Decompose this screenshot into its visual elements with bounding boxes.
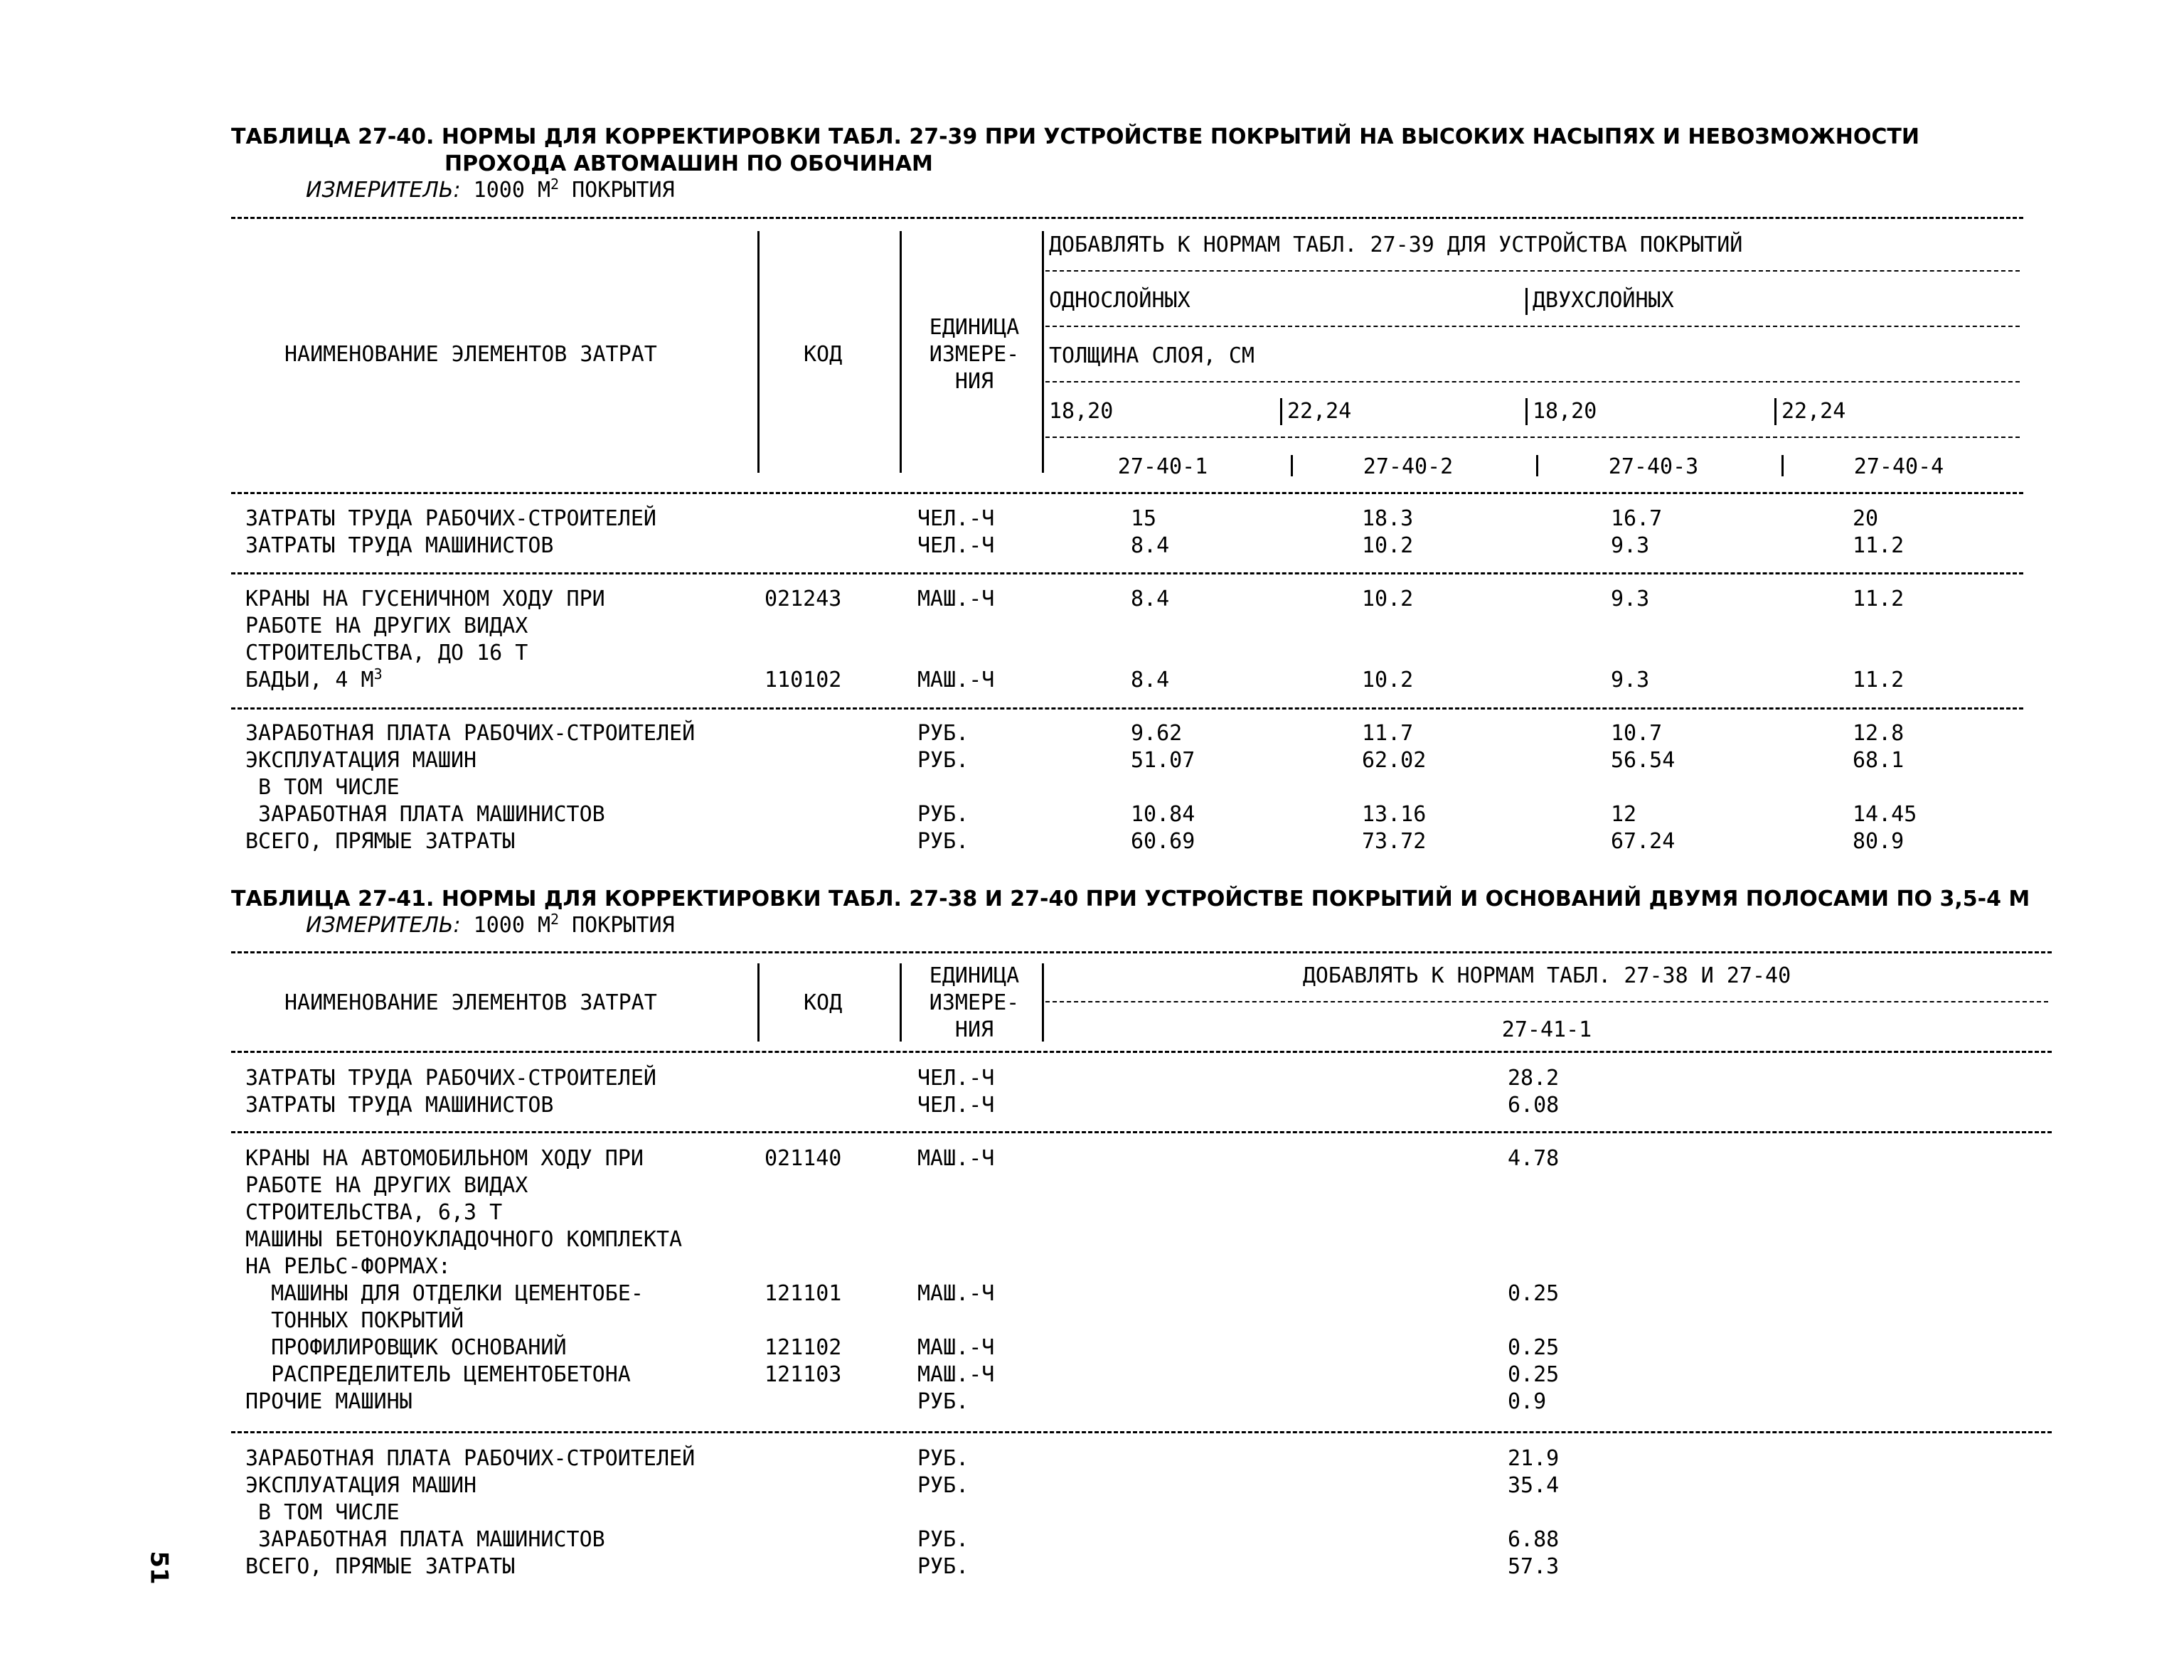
table-row-name: ЗАТРАТЫ ТРУДА МАШИНИСТОВ (245, 1093, 554, 1118)
table-row-value: 68.1 (1853, 748, 1905, 773)
table-row-value: 11.2 (1853, 533, 1905, 558)
table1-header-unit-l1: ЕДИНИЦА (929, 315, 1020, 340)
table-row-value: 0.25 (1508, 1335, 1560, 1360)
table2-measure (306, 911, 675, 938)
table2-header-unit-l2: ИЗМЕРЕ- (929, 990, 1020, 1015)
page-number: 51 (144, 1551, 174, 1585)
table1-section-rule2 (231, 707, 2023, 710)
table-row-code: 110102 (765, 668, 842, 692)
table-row-code: 121101 (765, 1281, 842, 1306)
table-row-value: 56.54 (1611, 748, 1676, 773)
table-row-unit: МАШ.-Ч (917, 1335, 995, 1360)
table-row-name: КРАНЫ НА ГУСЕНИЧНОМ ХОДУ ПРИ (245, 587, 605, 611)
table1-measure (306, 176, 675, 203)
table-row-value: 18.3 (1362, 506, 1414, 531)
table2-vline-code (900, 963, 902, 1042)
table-row-unit: РУБ. (917, 1527, 969, 1552)
table1-title-line1: ТАБЛИЦА 27-40. НОРМЫ ДЛЯ КОРРЕКТИРОВКИ ТАБЛ. 27-39 ПРИ УСТРОЙСТВЕ ПОКРЫТИЙ НА ВЫСОКИХ НАСЫПЯХ И НЕВОЗМОЖНОСТИ (231, 124, 1919, 149)
table1-thk-3: 18,20 (1533, 399, 1597, 424)
table1-thk-1: 18,20 (1049, 399, 1114, 424)
table-row-value: 0.25 (1508, 1281, 1560, 1306)
measure-unit: ПОКРЫТИЯ (572, 178, 675, 203)
table-row-unit: РУБ. (917, 1446, 969, 1471)
table2-header-rule (1045, 1001, 2048, 1002)
table1-vline-thk3 (1525, 398, 1528, 425)
table1-header-add: ДОБАВЛЯТЬ К НОРМАМ ТАБЛ. 27-39 ДЛЯ УСТРОЙСТВА ПОКРЫТИЙ (1049, 232, 1743, 257)
table-row-name: СТРОИТЕЛЬСТВА, 6,3 Т (245, 1200, 503, 1225)
table2-header-code: КОД (804, 990, 843, 1015)
table-row-value: 10.2 (1362, 533, 1414, 558)
table-row-unit: РУБ. (917, 721, 969, 746)
table1-thk-2: 22,24 (1287, 399, 1352, 424)
table-row-value: 9.3 (1611, 668, 1650, 692)
table2-header-unit-l1: ЕДИНИЦА (929, 963, 1020, 988)
table-row-name: МАШИНЫ ДЛЯ ОТДЕЛКИ ЦЕМЕНТОБЕ- (245, 1281, 644, 1306)
table-row-name: ЗАРАБОТНАЯ ПЛАТА МАШИНИСТОВ (245, 1527, 605, 1552)
table-row-value: 10.7 (1611, 721, 1663, 746)
table-row-name: ПРОЧИЕ МАШИНЫ (245, 1389, 412, 1414)
table-row-name: ВСЕГО, ПРЯМЫЕ ЗАТРАТЫ (245, 1554, 516, 1579)
table1-header-rule4 (1045, 437, 2020, 438)
table-row-value: 9.3 (1611, 533, 1650, 558)
table2-vline-unit (1042, 963, 1044, 1042)
table-row-unit: МАШ.-Ч (917, 587, 995, 611)
table-row-name: РАБОТЕ НА ДРУГИХ ВИДАХ (245, 1173, 528, 1198)
table-row-value: 9.3 (1611, 587, 1650, 611)
table-row-value: 57.3 (1508, 1554, 1560, 1579)
table2-header-add: ДОБАВЛЯТЬ К НОРМАМ ТАБЛ. 27-38 И 27-40 (1302, 963, 1791, 988)
table-row-value: 10.2 (1362, 587, 1414, 611)
table1-header-single: ОДНОСЛОЙНЫХ (1049, 288, 1190, 313)
measure-sup: 2 (550, 911, 560, 928)
table1-header-thickness: ТОЛЩИНА СЛОЯ, СМ (1049, 343, 1255, 368)
table1-vline-double (1525, 288, 1528, 315)
measure-unit: ПОКРЫТИЯ (572, 913, 675, 938)
table-row-unit: РУБ. (917, 1473, 969, 1498)
table-row-value: 80.9 (1853, 829, 1905, 854)
table-row-unit: ЧЕЛ.-Ч (917, 1066, 995, 1091)
table-row-value: 10.84 (1131, 802, 1195, 827)
table-row-value: 67.24 (1611, 829, 1676, 854)
table-row-value: 13.16 (1362, 802, 1427, 827)
table-row-name: ЭКСПЛУАТАЦИЯ МАШИН (245, 1473, 477, 1498)
table-row-name: ЗАРАБОТНАЯ ПЛАТА МАШИНИСТОВ (245, 802, 605, 827)
table-row-value: 15 (1131, 506, 1157, 531)
table2-vline-name (757, 963, 760, 1042)
table-row-name: ЭКСПЛУАТАЦИЯ МАШИН (245, 748, 477, 773)
table1-header-name: НАИМЕНОВАНИЕ ЭЛЕМЕНТОВ ЗАТРАТ (284, 342, 657, 367)
table1-code-4: 27-40-4 (1853, 454, 1944, 479)
table-row-value: 12.8 (1853, 721, 1905, 746)
measure-sup: 2 (550, 176, 560, 193)
table2-section-rule1 (231, 1131, 2052, 1133)
table-row-name: ЗАТРАТЫ ТРУДА РАБОЧИХ-СТРОИТЕЛЕЙ (245, 506, 656, 531)
table2-title: ТАБЛИЦА 27-41. НОРМЫ ДЛЯ КОРРЕКТИРОВКИ ТАБЛ. 27-38 И 27-40 ПРИ УСТРОЙСТВЕ ПОКРЫТИЙ И ОСНОВАНИЙ ДВУМЯ ПОЛОСАМИ ПО 3,5-4 М (231, 887, 2030, 911)
table2-section-rule2 (231, 1431, 2052, 1433)
table-row-name: СТРОИТЕЛЬСТВА, ДО 16 Т (245, 641, 528, 665)
table-row-value: 21.9 (1508, 1446, 1560, 1471)
table-row-value: 12 (1611, 802, 1637, 827)
table-row-name: ТОННЫХ ПОКРЫТИЙ (245, 1308, 464, 1333)
table-row-value: 8.4 (1131, 668, 1170, 692)
table-row-value: 35.4 (1508, 1473, 1560, 1498)
table1-vline-unit (1042, 231, 1044, 473)
table1-code-2: 27-40-2 (1363, 454, 1454, 479)
table1-section-rule1 (231, 572, 2023, 574)
row-name-sup: 3 (373, 665, 383, 683)
table1-vline-name (757, 231, 760, 473)
table2-header-col-code: 27-41-1 (1501, 1017, 1592, 1042)
table-row-value: 6.08 (1508, 1093, 1560, 1118)
table1-header-unit-l2: ИЗМЕРЕ- (929, 342, 1020, 367)
table1-code-3: 27-40-3 (1608, 454, 1699, 479)
table-row-value: 0.25 (1508, 1362, 1560, 1387)
table-row-unit: МАШ.-Ч (917, 1362, 995, 1387)
table1-title-line2: ПРОХОДА АВТОМАШИН ПО ОБОЧИНАМ (444, 151, 933, 176)
table-row-name: КРАНЫ НА АВТОМОБИЛЬНОМ ХОДУ ПРИ (245, 1146, 644, 1171)
table1-vline-thk4 (1774, 398, 1777, 425)
table1-vline-thk2 (1280, 398, 1282, 425)
table1-thk-4: 22,24 (1781, 399, 1846, 424)
table-row-unit: ЧЕЛ.-Ч (917, 533, 995, 558)
table2-top-rule (231, 951, 2052, 953)
table-row-name: РАСПРЕДЕЛИТЕЛЬ ЦЕМЕНТОБЕТОНА (245, 1362, 631, 1387)
table-row-code: 121103 (765, 1362, 842, 1387)
table-row-unit: МАШ.-Ч (917, 1281, 995, 1306)
table-row-value: 8.4 (1131, 587, 1170, 611)
table2-header-unit-l3: НИЯ (954, 1017, 994, 1042)
measure-value: 1000 М (473, 178, 551, 203)
table1-vline-code (900, 231, 902, 473)
table1-header-unit-l3: НИЯ (954, 369, 994, 394)
table-row-name: ЗАРАБОТНАЯ ПЛАТА РАБОЧИХ-СТРОИТЕЛЕЙ (245, 721, 696, 746)
table-row-value: 73.72 (1362, 829, 1427, 854)
table1-header-code: КОД (804, 342, 843, 367)
table1-header-rule3 (1045, 381, 2020, 382)
table-row-value: 20 (1853, 506, 1879, 531)
table-row-name: РАБОТЕ НА ДРУГИХ ВИДАХ (245, 614, 528, 638)
table-row-value: 62.02 (1362, 748, 1427, 773)
table-row-name: ПРОФИЛИРОВЩИК ОСНОВАНИЙ (245, 1335, 567, 1360)
table-row-unit: РУБ. (917, 829, 969, 854)
table1-code-1: 27-40-1 (1117, 454, 1208, 479)
table-row-unit: ЧЕЛ.-Ч (917, 506, 995, 531)
table1-header-bottom-rule (231, 492, 2023, 494)
table-row-value: 10.2 (1362, 668, 1414, 692)
measure-label: ИЗМЕРИТЕЛЬ: (306, 178, 461, 203)
table1-header-rule1 (1045, 270, 2020, 272)
table-row-value: 28.2 (1508, 1066, 1560, 1091)
table-row-value: 14.45 (1853, 802, 1917, 827)
table2-header-bottom-rule (231, 1051, 2052, 1053)
table1-top-rule (231, 217, 2023, 219)
table-row-name: В ТОМ ЧИСЛЕ (245, 1500, 400, 1525)
measure-label: ИЗМЕРИТЕЛЬ: (306, 913, 461, 938)
table-row-value: 11.2 (1853, 587, 1905, 611)
table-row-code: 021140 (765, 1146, 842, 1171)
table-row-value: 11.2 (1853, 668, 1905, 692)
table-row-value: 51.07 (1131, 748, 1195, 773)
table-row-code: 021243 (765, 587, 842, 611)
table1-header-rule2 (1045, 326, 2020, 327)
table-row-name: БАДЬИ, 4 $М^3$ (245, 665, 383, 692)
table-row-unit: ЧЕЛ.-Ч (917, 1093, 995, 1118)
measure-value: 1000 М (473, 913, 551, 938)
table-row-name: В ТОМ ЧИСЛЕ (245, 775, 400, 800)
table-row-unit: МАШ.-Ч (917, 668, 995, 692)
table-row-unit: МАШ.-Ч (917, 1146, 995, 1171)
table-row-value: 8.4 (1131, 533, 1170, 558)
table-row-value: 11.7 (1362, 721, 1414, 746)
table-row-name: МАШИНЫ БЕТОНОУКЛАДОЧНОГО КОМПЛЕКТА (245, 1227, 683, 1252)
table-row-value: 6.88 (1508, 1527, 1560, 1552)
table-row-unit: РУБ. (917, 802, 969, 827)
table-row-name: ЗАТРАТЫ ТРУДА РАБОЧИХ-СТРОИТЕЛЕЙ (245, 1066, 656, 1091)
table-row-value: 60.69 (1131, 829, 1195, 854)
table-row-value: 9.62 (1131, 721, 1183, 746)
table1-header-double: ДВУХСЛОЙНЫХ (1533, 288, 1674, 313)
table-row-value: 16.7 (1611, 506, 1663, 531)
table-row-name: НА РЕЛЬС-ФОРМАХ: (245, 1254, 451, 1279)
table-row-value: 4.78 (1508, 1146, 1560, 1171)
table-row-code: 121102 (765, 1335, 842, 1360)
table-row-value: 0.9 (1508, 1389, 1547, 1414)
table-row-unit: РУБ. (917, 1554, 969, 1579)
table-row-name: ЗАРАБОТНАЯ ПЛАТА РАБОЧИХ-СТРОИТЕЛЕЙ (245, 1446, 696, 1471)
table2-header-name: НАИМЕНОВАНИЕ ЭЛЕМЕНТОВ ЗАТРАТ (284, 990, 657, 1015)
table-row-name: ЗАТРАТЫ ТРУДА МАШИНИСТОВ (245, 533, 554, 558)
table-row-unit: РУБ. (917, 1389, 969, 1414)
table-row-name: ВСЕГО, ПРЯМЫЕ ЗАТРАТЫ (245, 829, 516, 854)
table-row-unit: РУБ. (917, 748, 969, 773)
